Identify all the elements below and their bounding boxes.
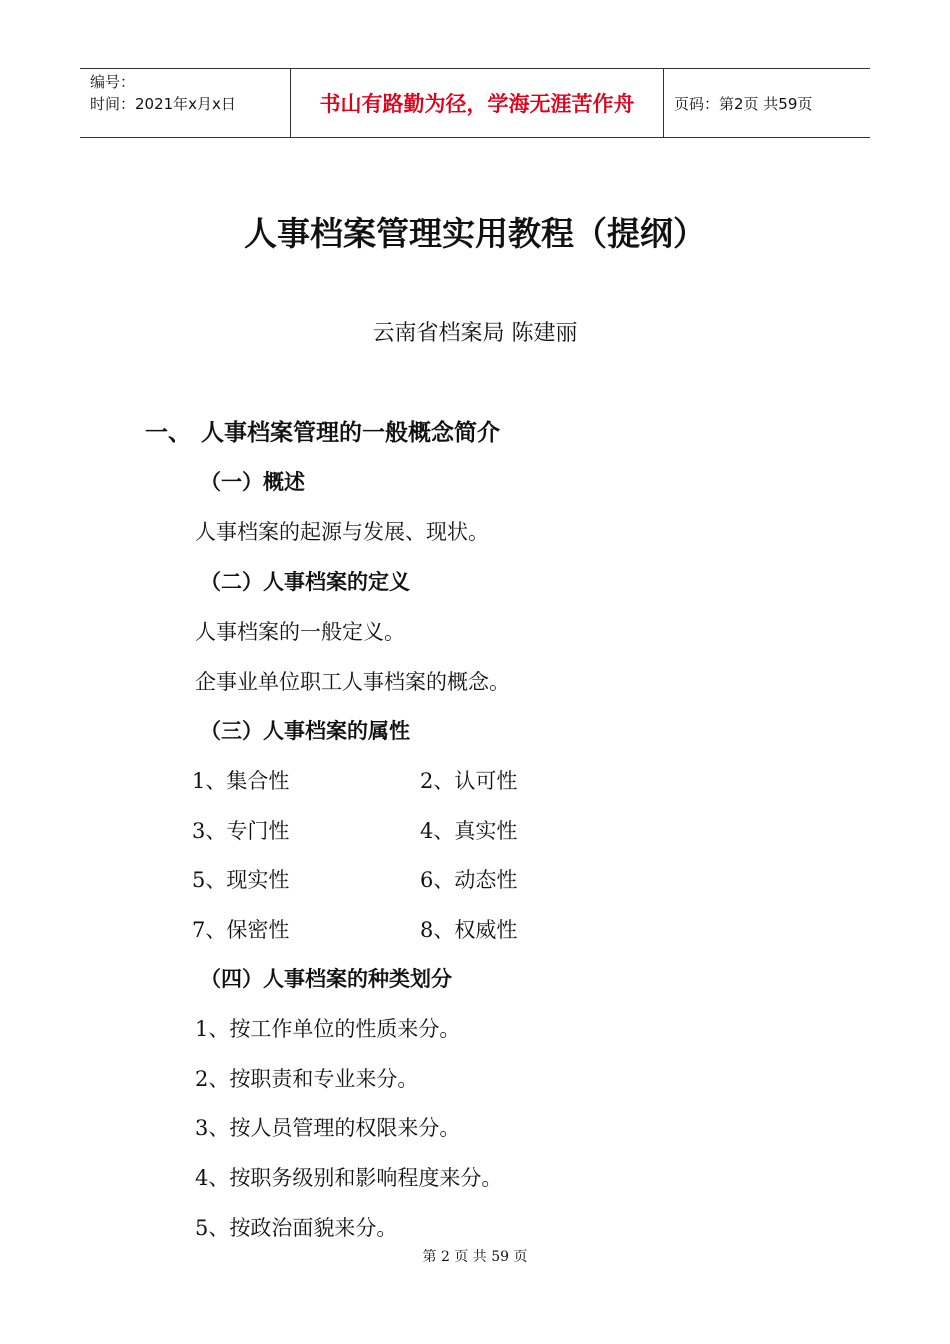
subheading-categories: （四）人事档案的种类划分 <box>200 967 452 991</box>
attribute-item: 7、保密性 <box>192 918 290 942</box>
list-item: 4、按职务级别和影响程度来分。 <box>195 1166 503 1190</box>
header-page-info: 页码：第2页 共59页 <box>674 94 813 113</box>
document-author: 云南省档案局 陈建丽 <box>372 321 578 346</box>
list-item: 1、按工作单位的性质来分。 <box>195 1017 461 1041</box>
section-heading-1 <box>145 414 500 447</box>
section-title: 人事档案管理的一般概念简介 <box>201 420 500 446</box>
attribute-item: 2、认可性 <box>420 769 518 793</box>
list-item: 3、按人员管理的权限来分。 <box>195 1116 461 1140</box>
subheading-overview: （一）概述 <box>200 470 305 494</box>
number-label: 编号： <box>90 73 136 91</box>
header-motto: 书山有路勤为径，学海无涯苦作舟 <box>290 69 664 137</box>
paragraph: 企事业单位职工人事档案的概念。 <box>195 670 510 694</box>
page-header-table <box>80 68 870 138</box>
attribute-item: 1、集合性 <box>192 769 290 793</box>
attribute-item: 8、权威性 <box>420 918 518 942</box>
time-label: 时间：2021年x月x日 <box>90 95 236 113</box>
page-footer: 第 2 页 共 59 页 <box>422 1249 528 1265</box>
paragraph: 人事档案的起源与发展、现状。 <box>195 520 489 544</box>
paragraph: 人事档案的一般定义。 <box>195 620 405 644</box>
section-number: 一、 <box>145 420 191 446</box>
document-title: 人事档案管理实用教程（提纲） <box>244 214 706 253</box>
subheading-definition: （二）人事档案的定义 <box>200 570 410 594</box>
attribute-item: 5、现实性 <box>192 868 290 892</box>
list-item: 2、按职责和专业来分。 <box>195 1067 419 1091</box>
page-cut-region <box>0 1200 950 1240</box>
attribute-item: 3、专门性 <box>192 819 290 843</box>
attribute-item: 6、动态性 <box>420 868 518 892</box>
list-item-cut: 5、按政治面貌来分。 <box>195 1216 398 1240</box>
attribute-item: 4、真实性 <box>420 819 518 843</box>
subheading-attributes: （三）人事档案的属性 <box>200 719 410 743</box>
header-meta-cell <box>80 69 290 137</box>
